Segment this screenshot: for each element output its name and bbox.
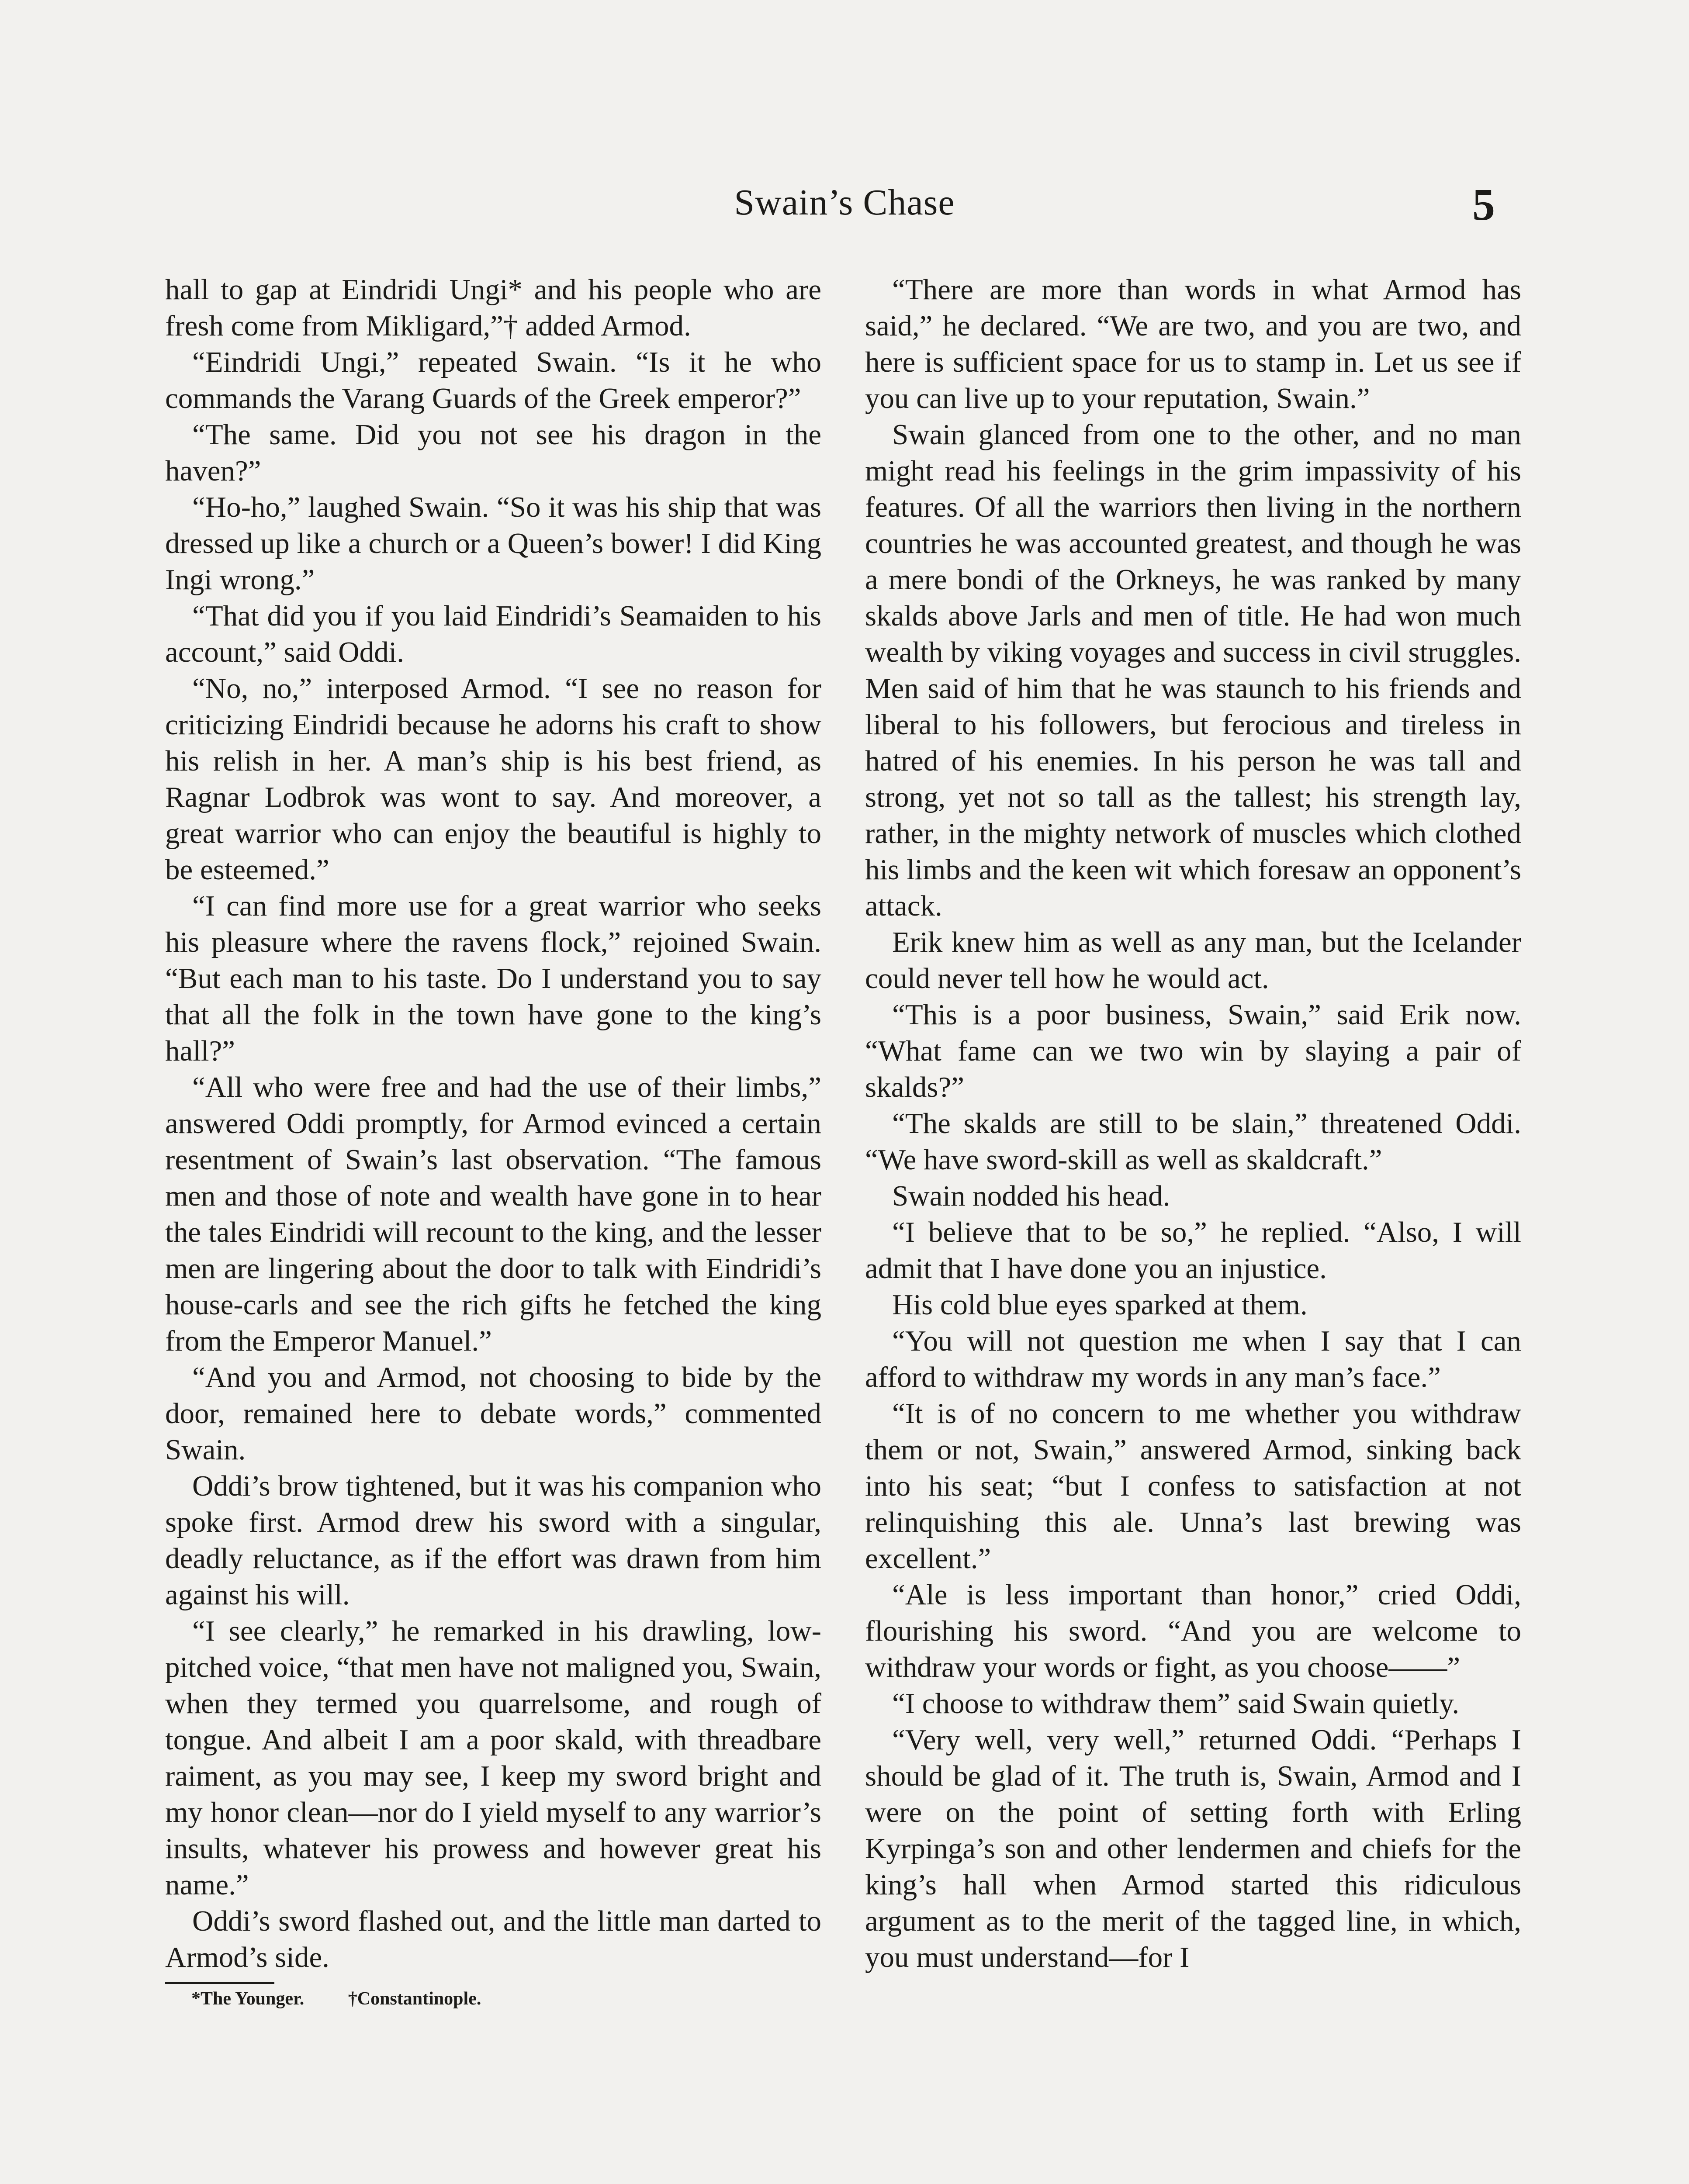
paragraph: Oddi’s sword flashed out, and the little man darted to Armod’s side.: [165, 1905, 821, 1973]
paragraph: His cold blue eyes sparked at them.: [892, 1289, 1308, 1321]
paragraph: “Very well, very well,” returned Oddi. “Perhaps I should be glad of it. The truth is, Swain, Armod and I were on the point of setting forth with Erling Kyrpinga’s son and other lendermen and chiefs for the king’s hall when Armod started this ridiculous argument as to the merit of the tagged line, in which, you must understand—for I: [865, 1724, 1521, 1973]
paragraph: “I see clearly,” he remarked in his drawling, low-pitched voice, “that men have not maligned you, Swain, when they termed you quarrelsome, and rough of tongue. And albeit I am a poor skald, with threadbare raiment, as you may see, I keep my sword bright and my honor clean—nor do I yield myself to any warrior’s insults, whatever his prowess and however great his name.”: [165, 1615, 821, 1901]
footnotes: [165, 1986, 821, 2012]
paragraph: “I choose to withdraw them” said Swain quietly.: [892, 1687, 1460, 1720]
paragraph: “Ale is less important than honor,” cried Oddi, flourishing his sword. “And you are welcome to withdraw your words or fight, as you choose——”: [865, 1579, 1521, 1683]
paragraph: “Eindridi Ungi,” repeated Swain. “Is it he who commands the Varang Guards of the Greek emperor?”: [165, 346, 821, 415]
left-column: [165, 272, 821, 2012]
paragraph: “I believe that to be so,” he replied. “Also, I will admit that I have done you an injustice.: [865, 1216, 1521, 1285]
page-header: [0, 181, 1689, 234]
footnote-rule: [165, 1982, 274, 1984]
paragraph: hall to gap at Eindridi Ungi* and his people who are fresh come from Mikligard,”† added Armod.: [165, 273, 821, 342]
paragraph: “That did you if you laid Eindridi’s Seamaiden to his account,” said Oddi.: [165, 600, 821, 668]
right-column: [865, 272, 1521, 1976]
paragraph: “Ho-ho,” laughed Swain. “So it was his ship that was dressed up like a church or a Queen’s bower! I did King Ingi wrong.”: [165, 491, 821, 596]
footnote-younger: *The Younger.: [191, 1989, 305, 2009]
paragraph: Erik knew him as well as any man, but the Icelander could never tell how he would act.: [865, 926, 1521, 995]
page-number: 5: [1472, 180, 1495, 230]
paragraph: Swain glanced from one to the other, and no man might read his feelings in the grim impassivity of his features. Of all the warriors then living in the northern countries he was accounted greatest, and though he was a mere bondi of the Orkneys, he was ranked by many skalds above Jarls and men of title. He had won much wealth by viking voyages and success in civil struggles. Men said of him that he was staunch to his friends and liberal to his followers, but ferocious and tireless in hatred of his enemies. In his person he was tall and strong, yet not so tall as the tallest; his strength lay, rather, in the mighty network of muscles which clothed his limbs and the keen wit which foresaw an opponent’s attack.: [865, 418, 1521, 922]
paragraph: Swain nodded his head.: [892, 1180, 1170, 1212]
paragraph: “This is a poor business, Swain,” said Erik now. “What fame can we two win by slaying a pair of skalds?”: [865, 999, 1521, 1103]
running-title: Swain’s Chase: [734, 182, 955, 223]
paragraph: “The skalds are still to be slain,” threatened Oddi. “We have sword-skill as well as skaldcraft.”: [865, 1107, 1521, 1176]
paragraph: “All who were free and had the use of their limbs,” answered Oddi promptly, for Armod evinced a certain resentment of Swain’s last observation. “The famous men and those of note and wealth have gone in to hear the tales Eindridi will recount to the king, and the lesser men are lingering about the door to talk with Eindridi’s house-carls and see the rich gifts he fetched the king from the Emperor Manuel.”: [165, 1071, 821, 1357]
paragraph: “There are more than words in what Armod has said,” he declared. “We are two, and you are two, and here is sufficient space for us to stamp in. Let us see if you can live up to your reputation, Swain.”: [865, 273, 1521, 415]
paragraph: “You will not question me when I say that I can afford to withdraw my words in any man’s face.”: [865, 1325, 1521, 1393]
footnote-constantinople: †Constantinople.: [348, 1989, 481, 2009]
paragraph: “And you and Armod, not choosing to bide by the door, remained here to debate words,” commented Swain.: [165, 1361, 821, 1466]
paragraph: Oddi’s brow tightened, but it was his companion who spoke first. Armod drew his sword with a singular, deadly reluctance, as if the effort was drawn from him against his will.: [165, 1470, 821, 1611]
paragraph: “The same. Did you not see his dragon in the haven?”: [165, 418, 821, 487]
paragraph: “It is of no concern to me whether you withdraw them or not, Swain,” answered Armod, sinking back into his seat; “but I confess to satisfaction at not relinquishing this ale. Unna’s last brewing was excellent.”: [865, 1397, 1521, 1575]
paragraph: “No, no,” interposed Armod. “I see no reason for criticizing Eindridi because he adorns his craft to show his relish in her. A man’s ship is his best friend, as Ragnar Lodbrok was wont to say. And moreover, a great warrior who can enjoy the beautiful is highly to be esteemed.”: [165, 672, 821, 886]
paragraph: “I can find more use for a great warrior who seeks his pleasure where the ravens flock,” rejoined Swain. “But each man to his taste. Do I understand you to say that all the folk in the town have gone to the king’s hall?”: [165, 890, 821, 1067]
